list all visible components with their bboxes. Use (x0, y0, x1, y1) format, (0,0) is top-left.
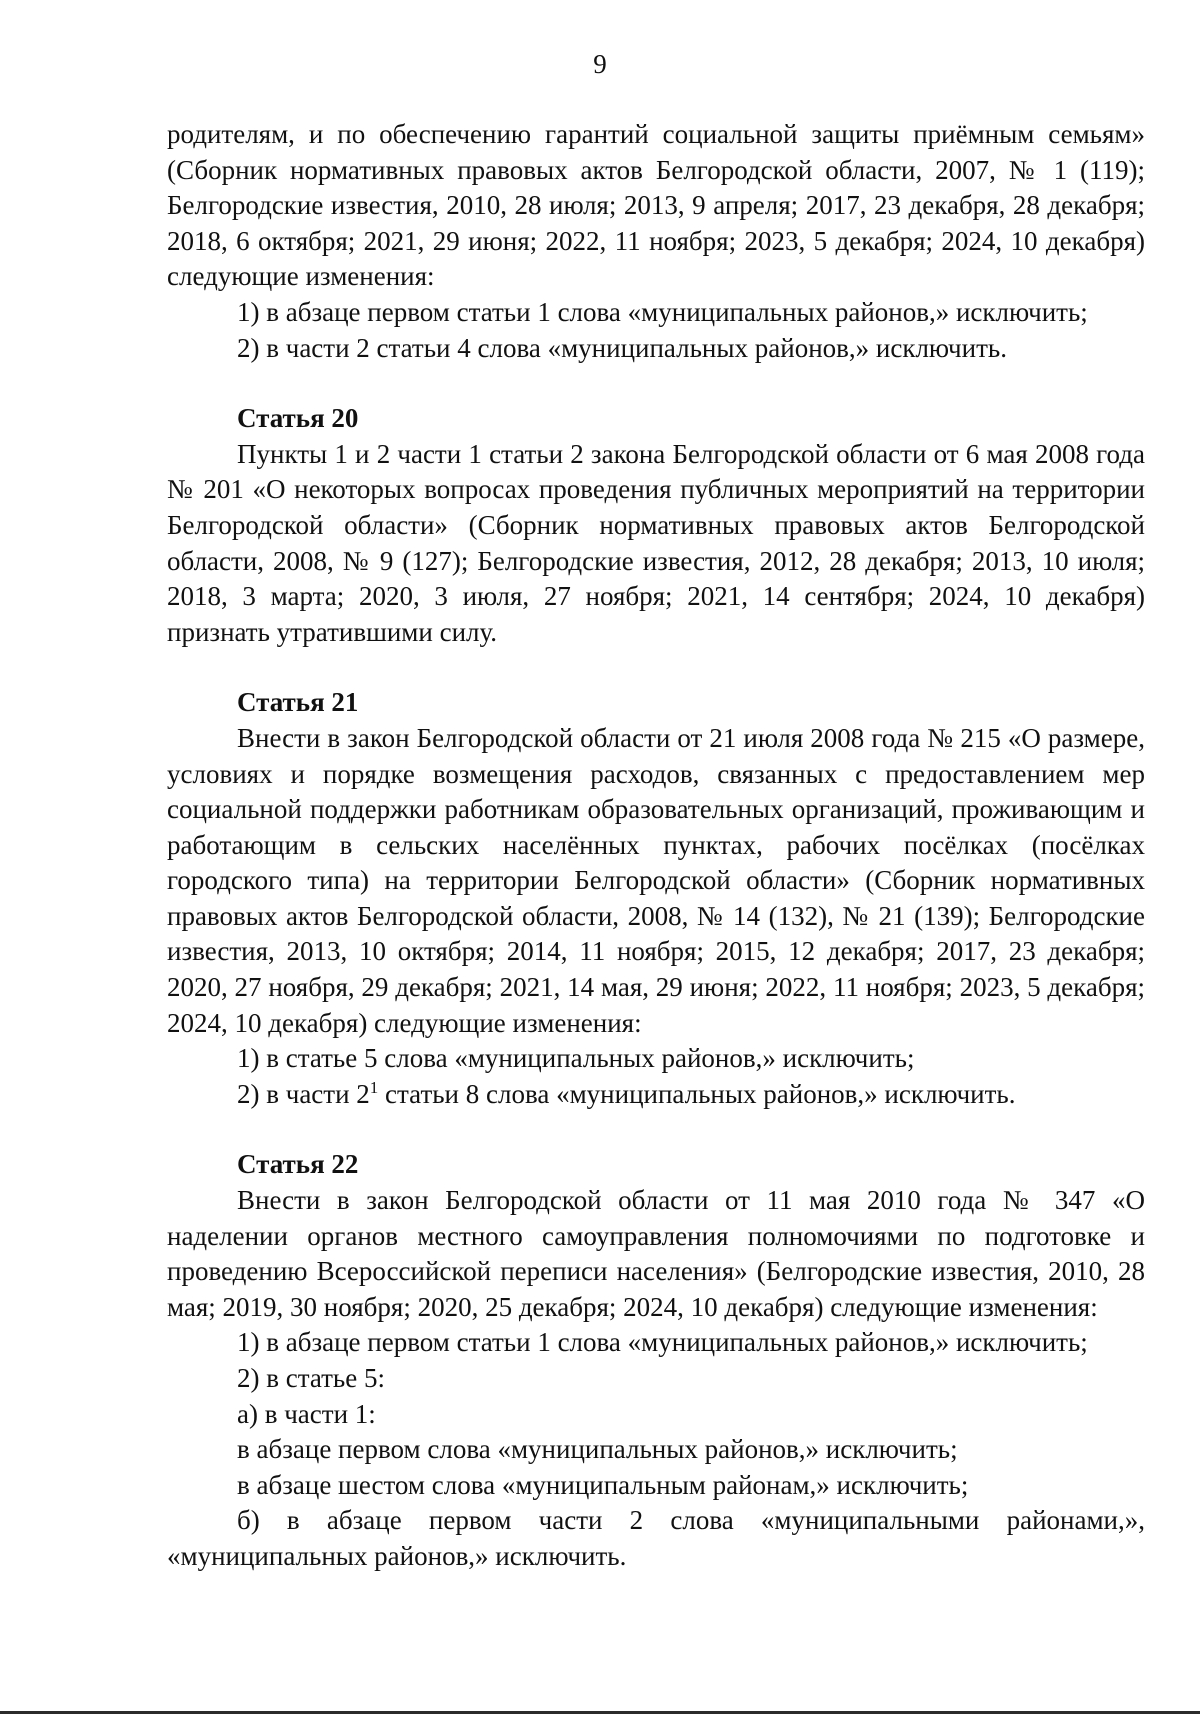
article-22-item-2a: а) в части 1: (237, 1398, 376, 1429)
article-20 (167, 401, 1145, 650)
article-22-paragraph: Внести в закон Белгородской области от 11 мая 2010 года № 347 «О наделении органов местного самоуправления полномочиями по подготовке и проведению Всероссийской переписи населения» (Белгородские известия, 2010, 28 мая; 2019, 30 ноября; 2020, 25 декабря; 2024, 10 декабря) следующие изменения: (167, 1185, 1145, 1322)
article-21-paragraph: Внести в закон Белгородской области от 21 июля 2008 года № 215 «О размере, условиях и порядке возмещения расходов, связанных с предоставлением мер социальной поддержки работникам образовательных организаций, проживающим и работающим в сельских населённых пунктах, рабочих посёлках (посёлках городского типа) на территории Белгородской области» (Сборник нормативных правовых актов Белгородской области, 2008, № 14 (132), № 21 (139); Белгородские известия, 2013, 10 октября; 2014, 11 ноября; 2015, 12 декабря; 2017, 23 декабря; 2020, 27 ноября, 29 декабря; 2021, 14 мая, 29 июня; 2022, 11 ноября; 2023, 5 декабря; 2024, 10 декабря) следующие изменения: (167, 722, 1145, 1038)
article-22-heading: Статья 22 (237, 1149, 359, 1180)
article-20-paragraph: Пункты 1 и 2 части 1 статьи 2 закона Белгородской области от 6 мая 2008 года № 201 «О некоторых вопросах проведения публичных мероприятий на территории Белгородской области» (Сборник нормативных правовых актов Белгородской области, 2008, № 9 (127); Белгородские известия, 2012, 28 декабря; 2013, 10 июля; 2018, 3 марта; 2020, 3 июля, 27 ноября; 2021, 14 сентября; 2024, 10 декабря) признать утратившими силу. (167, 438, 1145, 647)
article-22-item-1: 1) в абзаце первом статьи 1 слова «муниципальных районов,» исключить; (237, 1327, 1088, 1358)
spacer (167, 650, 1145, 685)
article-22 (167, 1147, 1145, 1574)
article-21-item-2-superscript: 1 (369, 1077, 379, 1097)
article-22-item-2b: б) в абзаце первом части 2 слова «муниципальными районами,», «муниципальных районов,» исключить. (167, 1505, 1145, 1571)
article-21-item-2-start: 2) в части 2 (237, 1078, 370, 1109)
article-22-item-2a-sixth: в абзаце шестом слова «муниципальным районам,» исключить; (237, 1469, 969, 1500)
document-body (167, 117, 1145, 1575)
intro-paragraph: родителям, и по обеспечению гарантий социальной защиты приёмным семьям» (Сборник нормативных правовых актов Белгородской области, 2007, № 1 (119); Белгородские известия, 2010, 28 июля; 2013, 9 апреля; 2017, 23 декабря, 28 декабря; 2018, 6 октября; 2021, 29 июня; 2022, 11 ноября; 2023, 5 декабря; 2024, 10 декабря) следующие изменения: (167, 119, 1145, 292)
spacer (167, 366, 1145, 401)
article-21 (167, 685, 1145, 1112)
article-21-item-2-end: статьи 8 слова «муниципальных районов,» исключить. (378, 1078, 1016, 1109)
article-20-heading: Статья 20 (237, 403, 359, 434)
intro-item-1: 1) в абзаце первом статьи 1 слова «муниципальных районов,» исключить; (237, 296, 1088, 327)
spacer (167, 1112, 1145, 1147)
page-number: 9 (593, 49, 607, 79)
article-21-item-2 (167, 1077, 1145, 1113)
article-22-item-2: 2) в статье 5: (237, 1363, 385, 1393)
article-22-item-2a-first: в абзаце первом слова «муниципальных районов,» исключить; (237, 1434, 958, 1465)
article-21-item-1: 1) в статье 5 слова «муниципальных районов,» исключить; (237, 1043, 915, 1074)
intro-item-2: 2) в части 2 статьи 4 слова «муниципальных районов,» исключить. (237, 332, 1007, 363)
article-21-heading: Статья 21 (237, 687, 359, 718)
